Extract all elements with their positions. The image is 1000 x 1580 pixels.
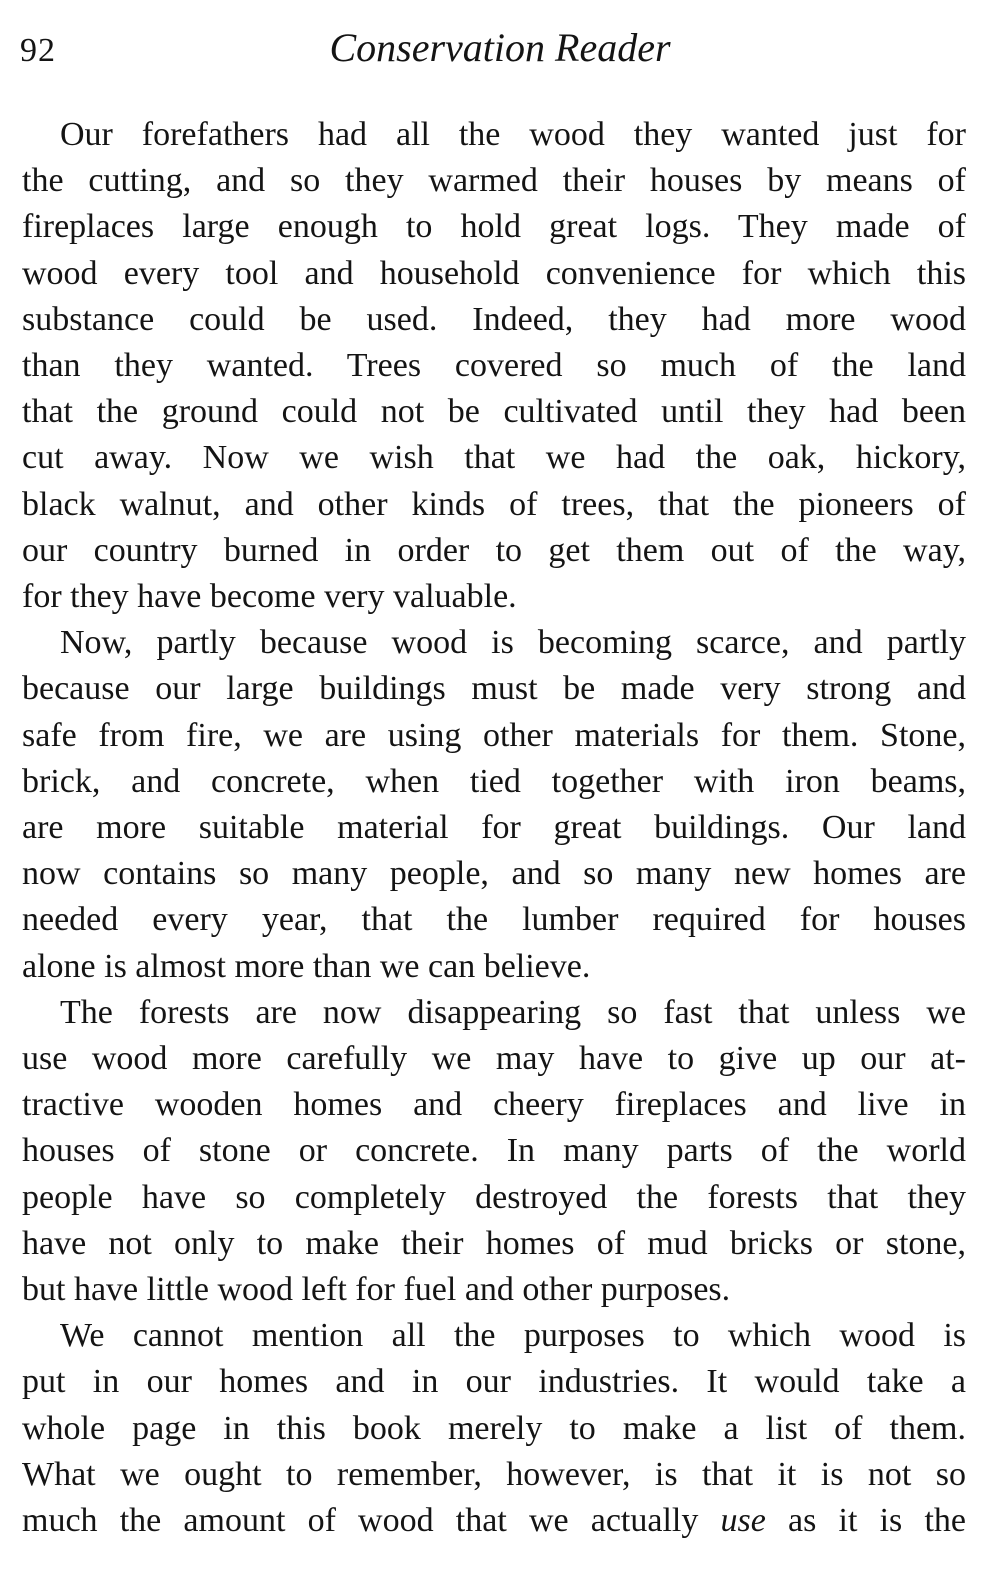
text-line: are more suitable material for great buildings. Our land <box>22 809 966 847</box>
text-line: safe from fire, we are using other materials for them. Stone, <box>22 716 966 754</box>
text-line: for they have become very valuable. <box>22 578 517 616</box>
text-line: the cutting, and so they warmed their houses by means of <box>22 162 966 200</box>
body-text <box>22 112 966 1544</box>
text-line: alone is almost more than we can believe. <box>22 947 591 985</box>
text-line: wood every tool and household convenience for which this <box>22 254 966 292</box>
paragraph-2 <box>22 620 966 990</box>
text-line: We cannot mention all the purposes to which wood is <box>60 1317 966 1355</box>
text-line: whole page in this book merely to make a list of them. <box>22 1409 966 1447</box>
text-line: our country burned in order to get them out of the way, <box>22 531 966 569</box>
text-line: substance could be used. Indeed, they had more wood <box>22 300 966 338</box>
text-fragment: much the amount of wood that we actually <box>22 1502 721 1540</box>
text-line-final <box>22 1498 966 1544</box>
text-line: because our large buildings must be made very strong and <box>22 670 966 708</box>
text-line: people have so completely destroyed the forests that they <box>22 1178 966 1216</box>
text-line: use wood more carefully we may have to give up our at- <box>22 1040 966 1078</box>
paragraph-1 <box>22 112 966 620</box>
text-line: brick, and concrete, when tied together with iron beams, <box>22 762 966 800</box>
text-line: cut away. Now we wish that we had the oak, hickory, <box>22 439 966 477</box>
text-line: have not only to make their homes of mud bricks or stone, <box>22 1224 966 1262</box>
text-line: but have little wood left for fuel and other purposes. <box>22 1271 731 1309</box>
text-line: Our forefathers had all the wood they wanted just for <box>60 116 966 153</box>
paragraph-3 <box>22 990 966 1313</box>
text-line: than they wanted. Trees covered so much of the land <box>22 347 966 385</box>
text-line: fireplaces large enough to hold great logs. They made of <box>22 208 966 246</box>
text-line: houses of stone or concrete. In many parts of the world <box>22 1132 966 1170</box>
text-line: The forests are now disappearing so fast that unless we <box>60 993 966 1031</box>
paragraph-4 <box>22 1313 966 1544</box>
text-line: Now, partly because wood is becoming scarce, and partly <box>60 624 966 662</box>
text-line: needed every year, that the lumber required for houses <box>22 901 966 939</box>
text-line: What we ought to remember, however, is that it is not so <box>22 1455 966 1493</box>
text-line: put in our homes and in our industries. It would take a <box>22 1363 966 1401</box>
text-fragment: as it is the <box>765 1502 966 1540</box>
text-line: black walnut, and other kinds of trees, that the pioneers of <box>22 485 966 523</box>
page-number: 92 <box>20 32 56 69</box>
page-header <box>20 22 980 82</box>
emphasized-word: use <box>720 1502 766 1540</box>
text-line: now contains so many people, and so many new homes are <box>22 855 966 893</box>
running-title: Conservation Reader <box>329 25 671 70</box>
text-line: that the ground could not be cultivated until they had been <box>22 393 966 431</box>
text-line: tractive wooden homes and cheery fireplaces and live in <box>22 1086 966 1124</box>
